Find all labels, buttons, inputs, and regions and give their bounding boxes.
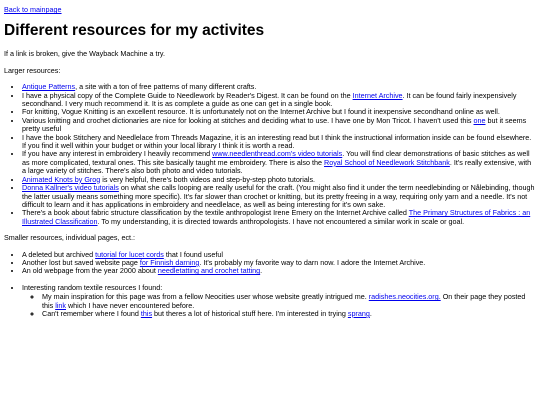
smaller-resources-list: [4, 251, 536, 276]
antique-patterns-link[interactable]: Antique Patterns: [22, 82, 76, 92]
donna-kallner-link[interactable]: Donna Kallner's video tutorials: [22, 183, 119, 193]
smaller-resources-heading: Smaller resources, individual pages, ect.:: [4, 233, 136, 243]
sprang-link[interactable]: sprang: [347, 308, 370, 318]
finnish-darning-link[interactable]: for Finnish darning: [139, 257, 200, 267]
list-item: • Antique Patterns, a site with a ton of free patterns of many different crafts.: [22, 83, 536, 91]
list-item: • Animated Knots by Grog is very helpful, there's both videos and step-by-step photo tutorials.: [22, 176, 536, 184]
interesting-sublist: [22, 293, 536, 318]
list-item: • A deleted but archived tutorial for lucet cords that I found useful: [22, 251, 536, 259]
historical-stuff-link[interactable]: this: [140, 308, 153, 318]
posted-link[interactable]: link: [55, 300, 66, 310]
needlenthread-link[interactable]: www.needlenthread.com's video tutorials: [212, 149, 343, 159]
primary-structures-link[interactable]: The Primary Structures of Fabrics : an Illustrated Classification: [22, 208, 531, 226]
larger-resources-heading: Larger resources:: [4, 65, 61, 75]
list-item: • I have the book Stitchery and Needlelace from Threads Magazine, it is an interesting read but I think the instructional information inside can be found elsewhere. If you find it well within your budget or within your local library I think it is worth a read.: [22, 134, 536, 151]
needletatting-link[interactable]: needletatting and crochet tatting: [157, 266, 261, 276]
list-item: • Donna Kallner's video tutorials on what she calls looping are really useful for the craft. (You might also find it under the term needlebinding or Nålebinding, though the latter usually means something more specific). It's far slower than crochet or knitting, but its pretty freeing in a way, requiring only yarn and a needle. It's not difficult to learn and it has applications in embroidery and needlelace, as well as being interesting for it's own sake.: [22, 184, 536, 209]
list-item: • There's a book about fabric structure classification by the textile anthropologist Irene Emery on the Internet Archive called The Primary Structures of Fabrics : an Illustrated Classification. To my understanding, it is directed towards anthropologists. I have not encountered a similar work in scale or goal.: [22, 209, 536, 226]
interesting-resources-list: [4, 284, 536, 319]
list-item: • If you have any interest in embroidery I heavily recommend www.needlenthread.com's video tutorials. You will find clear demonstrations of basic stitches as well as more complicated, textural ones. This site basically taught me embroidery. There is also the Royal School of Needlework Stitchbank. It's really extensive, with a large variety of stitches. There's also both photo and video tutorials.: [22, 150, 536, 175]
stitchbank-link[interactable]: Royal School of Needlework Stitchbank: [324, 157, 450, 167]
radishes-neocities-link[interactable]: radishes.neocities.org.: [368, 292, 441, 302]
list-item: • Various knitting and crochet dictionaries are nice for looking at stitches and deciding what to use. I have one by Mon Tricot. I haven't used this one but it seems pretty useful: [22, 117, 536, 134]
list-item: • For knitting, Vogue Knitting is an excellent resource. It is unfortunately not on the Internet Archive but I found it inexpensive secondhand online as well.: [22, 108, 536, 116]
list-item: ◦ My main inspiration for this page was from a fellow Neocities user whose website greatly intrigued me. radishes.neocities.org. On their page they posted this link which I have never encountered before.: [42, 293, 536, 310]
animated-knots-link[interactable]: Animated Knots by Grog: [22, 174, 101, 184]
list-item: • An old webpage from the year 2000 about needletatting and crochet tatting.: [22, 267, 536, 275]
back-to-mainpage-link[interactable]: Back to mainpage: [4, 5, 62, 14]
list-item: • I have a physical copy of the Complete Guide to Needlework by Reader's Digest. It can be found on the Internet Archive. It can be found fairly inexpensively secondhand. I very much recommend it. It is as complete a guide as one can get in a single book.: [22, 92, 536, 109]
list-item: • Another lost but saved website page for Finnish darning. It's probably my favorite way to darn now. I adore the Internet Archive.: [22, 259, 536, 267]
page-title: Different resources for my activites: [4, 22, 265, 40]
list-item: • Interesting random textile resources I found: ◦ My main inspiration for this page was from a fellow Neocities user whose website greatly intrigued me. radishes.neocities.org. On their page they posted this link which I have never encountered before. ◦ Can't remember where I found this but theres a lot of historical stuff here. I'm interested in trying sprang.: [22, 284, 536, 319]
list-item: ◦ Can't remember where I found this but theres a lot of historical stuff here. I'm interested in trying sprang.: [42, 310, 536, 318]
stitch-dictionary-link[interactable]: one: [473, 115, 486, 125]
wayback-note: If a link is broken, give the Wayback Machine a try.: [4, 49, 165, 59]
larger-resources-list: [4, 83, 536, 226]
lucet-cords-link[interactable]: tutorial for lucet cords: [95, 249, 164, 259]
internet-archive-link[interactable]: Internet Archive: [352, 90, 403, 100]
